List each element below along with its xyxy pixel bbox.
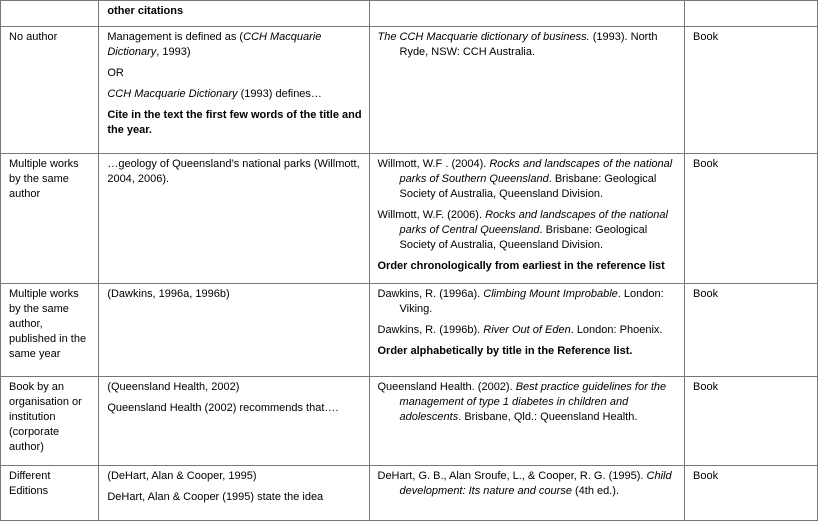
in-text-example: Cite in the text the first few words of the title and the year. bbox=[107, 109, 362, 136]
source-type-text: Book bbox=[693, 158, 719, 170]
reference-text: . Brisbane: Geological Society of Australia, Queensland Division. bbox=[399, 224, 648, 251]
reference-text: , 1993) bbox=[156, 46, 191, 58]
reference-list-cell bbox=[369, 154, 685, 284]
in-text-cell bbox=[99, 284, 369, 377]
citation-type-cell bbox=[1, 154, 99, 284]
italic-title: River Out of Eden bbox=[483, 324, 571, 336]
reference-text: . Brisbane: Geological Society of Australia, Queensland Division. bbox=[399, 173, 657, 200]
reference-list-cell bbox=[369, 466, 685, 521]
citation-type-cell bbox=[1, 466, 99, 521]
reference-entry bbox=[378, 157, 679, 202]
reference-list-cell bbox=[369, 27, 685, 154]
reference-text: Dawkins, R. (1996a). bbox=[377, 288, 484, 300]
source-type-text: Book bbox=[693, 381, 719, 393]
reference-text: (4th ed.). bbox=[571, 485, 620, 497]
citation-type-text: Multiple works by the same author, published in the same year bbox=[9, 288, 87, 360]
reference-list-cell bbox=[369, 1, 685, 27]
reference-text: Willmott, W.F . (2004). bbox=[377, 158, 490, 170]
italic-title: Child development: Its nature and course bbox=[399, 470, 672, 497]
reference-entry: Order chronologically from earliest in the reference list bbox=[377, 260, 665, 272]
citation-type-text: Book by an organisation or institution (corporate author) bbox=[9, 381, 82, 453]
table-row bbox=[1, 284, 818, 377]
italic-title: The CCH Macquarie dictionary of business. bbox=[377, 31, 590, 43]
table-row bbox=[1, 154, 818, 284]
reference-text: . London: Phoenix. bbox=[570, 324, 663, 336]
reference-entry bbox=[378, 380, 679, 425]
reference-text: . Brisbane, Qld.: Queensland Health. bbox=[458, 411, 638, 423]
source-type-cell bbox=[685, 154, 818, 284]
source-type-text: Book bbox=[693, 31, 719, 43]
reference-entry bbox=[378, 469, 679, 499]
citation-type-cell bbox=[1, 284, 99, 377]
in-text-example: DeHart, Alan & Cooper (1995) state the idea bbox=[107, 491, 324, 503]
table-row bbox=[1, 27, 818, 154]
italic-title: Rocks and landscapes of the national parks of Central Queensland bbox=[399, 209, 668, 236]
source-type-cell bbox=[685, 27, 818, 154]
in-text-cell bbox=[99, 27, 369, 154]
in-text-example bbox=[107, 30, 362, 60]
reference-list-cell bbox=[369, 284, 685, 377]
in-text-example: …geology of Queensland’s national parks (Willmott, 2004, 2006). bbox=[107, 158, 360, 185]
italic-title: CCH Macquarie Dictionary bbox=[107, 88, 238, 100]
italic-title: CCH Macquarie Dictionary bbox=[107, 31, 322, 58]
in-text-example: Queensland Health (2002) recommends that…. bbox=[107, 402, 339, 414]
source-type-cell bbox=[685, 284, 818, 377]
reference-entry bbox=[378, 208, 679, 253]
reference-entry bbox=[378, 287, 679, 317]
reference-text: . London: Viking. bbox=[399, 288, 664, 315]
in-text-example: other citations bbox=[107, 5, 184, 17]
in-text-cell bbox=[99, 154, 369, 284]
source-type-cell bbox=[685, 466, 818, 521]
citation-type-cell bbox=[1, 27, 99, 154]
reference-text: Queensland Health. (2002). bbox=[377, 381, 516, 393]
reference-text: Willmott, W.F. (2006). bbox=[377, 209, 486, 221]
in-text-example: (Dawkins, 1996a, 1996b) bbox=[107, 288, 230, 300]
reference-list-cell bbox=[369, 377, 685, 466]
source-type-text: Book bbox=[693, 470, 719, 482]
source-type-text: Book bbox=[693, 288, 719, 300]
citation-type-text: Different Editions bbox=[9, 470, 51, 497]
italic-title: Best practice guidelines for the management of type 1 diabetes in children and adolescents bbox=[399, 381, 667, 423]
in-text-example bbox=[107, 87, 362, 102]
italic-title: Rocks and landscapes of the national parks of Southern Queensland bbox=[399, 158, 673, 185]
in-text-example: (Queensland Health, 2002) bbox=[107, 381, 240, 393]
in-text-example: (DeHart, Alan & Cooper, 1995) bbox=[107, 470, 257, 482]
in-text-cell bbox=[99, 377, 369, 466]
in-text-example: OR bbox=[107, 67, 124, 79]
table-row bbox=[1, 466, 818, 521]
reference-text: DeHart, G. B., Alan Sroufe, L., & Cooper, R. G. (1995). bbox=[377, 470, 647, 482]
citation-type-text: No author bbox=[9, 31, 58, 43]
reference-text: (1993). North Ryde, NSW: CCH Australia. bbox=[399, 31, 658, 58]
citation-type-text: Multiple works by the same author bbox=[9, 158, 79, 200]
reference-entry bbox=[378, 323, 679, 338]
in-text-cell bbox=[99, 1, 369, 27]
table-row bbox=[1, 377, 818, 466]
reference-text: (1993) defines… bbox=[237, 88, 322, 100]
reference-entry: Order alphabetically by title in the Reference list. bbox=[377, 345, 633, 357]
table-row bbox=[1, 1, 818, 27]
italic-title: Climbing Mount Improbable bbox=[483, 288, 618, 300]
citation-type-cell bbox=[1, 377, 99, 466]
reference-text: Management is defined as ( bbox=[107, 31, 244, 43]
source-type-cell bbox=[685, 377, 818, 466]
reference-text: Dawkins, R. (1996b). bbox=[377, 324, 484, 336]
citation-type-cell bbox=[1, 1, 99, 27]
in-text-cell bbox=[99, 466, 369, 521]
reference-entry bbox=[378, 30, 679, 60]
source-type-cell bbox=[685, 1, 818, 27]
